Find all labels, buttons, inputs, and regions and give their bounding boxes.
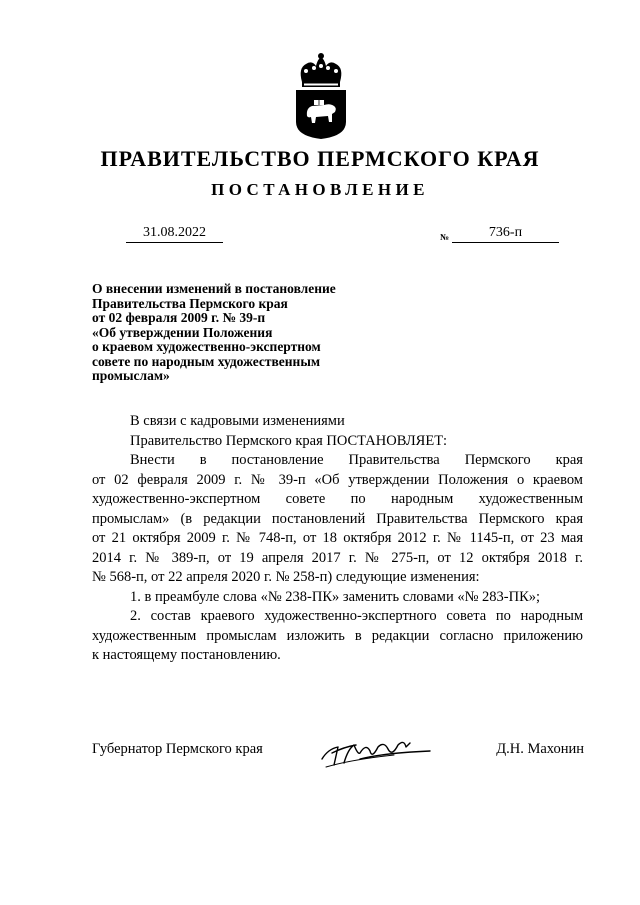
signatory-name: Д.Н. Махонин (496, 741, 584, 757)
signatory-position: Губернатор Пермского края (92, 741, 263, 757)
list-item: 2. состав краевого художественно-экспертного совета по народным (130, 608, 583, 624)
organization-title: ПРАВИТЕЛЬСТВО ПЕРМСКОГО КРАЯ (100, 146, 540, 171)
document-subject (92, 282, 382, 384)
document-date: 31.08.2022 (126, 224, 223, 243)
body-paragraph: Правительство Пермского края ПОСТАНОВЛЯЕТ: (130, 432, 448, 449)
list-item: 1. в преамбуле слова «№ 238-ПК» заменить словами «№ 283-ПК»; (130, 588, 541, 605)
subject-line: О внесении изменений в постановление (92, 281, 336, 296)
word: Внести (130, 452, 175, 468)
body-line: к настоящему постановлению. (92, 647, 281, 663)
word: края (555, 452, 583, 468)
number-label: № (440, 232, 450, 242)
subject-line: от 02 февраля 2009 г. № 39-п (92, 310, 266, 325)
body-paragraph-first-line (92, 451, 583, 471)
subject-line: «Об утверждении Положения (92, 324, 273, 340)
body-line: № 568-п, от 22 апреля 2020 г. № 258-п) следующие изменения: (92, 569, 480, 585)
perm-krai-coat-of-arms-icon (292, 50, 350, 140)
body-line: художественным промыслам изложить в редакции согласно приложению (92, 627, 583, 644)
word: постановление (231, 452, 324, 468)
subject-line: о краевом художественно-экспертном (92, 339, 321, 354)
document-body (92, 412, 583, 666)
word: Пермского (464, 452, 531, 468)
word: Правительства (348, 452, 440, 468)
body-line: 2014 г. № 389-п, от 19 апреля 2017 г. № 275-п, от 12 октября 2018 г. (92, 549, 583, 566)
subject-line: промыслам» (92, 368, 170, 383)
word: в (199, 452, 207, 468)
body-line: промыслам» (в редакции постановлений Правительства Пермского края (92, 510, 583, 527)
subject-line: Правительства Пермского края (92, 295, 288, 311)
document-number: 736-п (452, 224, 559, 243)
body-line: от 02 февраля 2009 г. № 39-п «Об утверждении Положения о краевом (92, 471, 583, 488)
subject-line: совете по народным художественным (92, 353, 321, 369)
body-paragraph: В связи с кадровыми изменениями (130, 413, 345, 429)
body-line: от 21 октября 2009 г. № 748-п, от 18 октября 2012 г. № 1145-п, от 23 мая (92, 530, 583, 546)
document-type: ПОСТАНОВЛЕНИЕ (211, 180, 429, 199)
handwritten-signature-icon (314, 729, 434, 771)
body-line: художественно-экспертном совете по народным художественным (92, 491, 583, 507)
signature-block (92, 737, 584, 767)
